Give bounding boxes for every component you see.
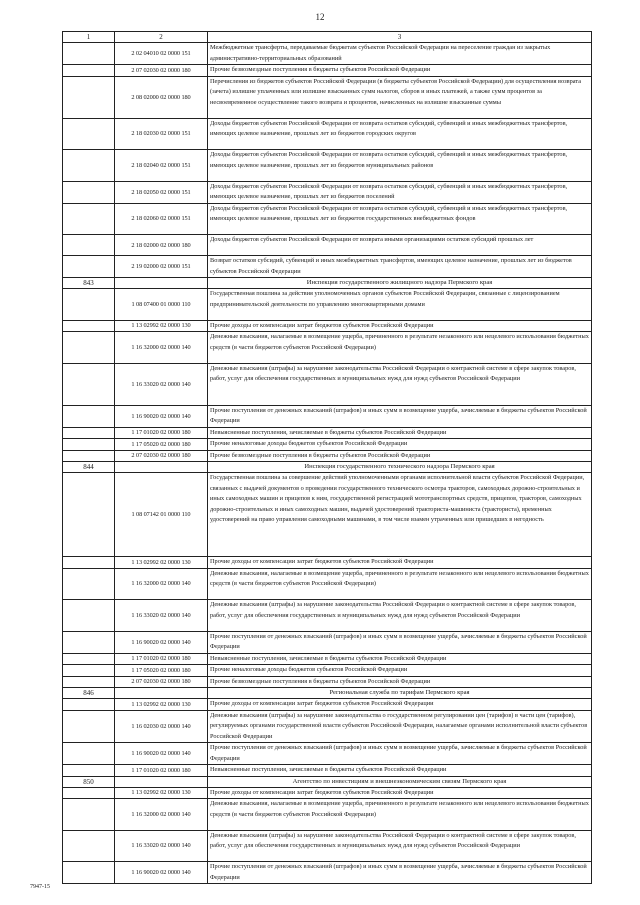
income-description: Перечисления из бюджетов субъектов Российской Федерации (в бюджеты субъектов Российской Федерации) для осуществления возврата (зачета) излишне уплаченных или излишне взысканных сумм налогов, сборов и иных платежей, а также сумм процентов за несвоевременное осуществление такого возврата и процентов, начисленных на излишне взысканные суммы (208, 76, 592, 118)
empty-cell (63, 320, 115, 332)
table-row (63, 600, 592, 632)
empty-cell (63, 676, 115, 688)
budget-code: 2 18 02030 02 0000 151 (115, 118, 208, 150)
table-row (63, 450, 592, 462)
empty-cell (63, 862, 115, 884)
income-description: Прочие неналоговые доходы бюджетов субъектов Российской Федерации (208, 439, 592, 451)
income-description: Прочие поступления от денежных взысканий (штрафов) и иных сумм в возмещение ущерба, зачисляемые в бюджеты субъектов Российской Федерации (208, 631, 592, 653)
empty-cell (63, 743, 115, 765)
empty-cell (63, 473, 115, 557)
empty-cell (63, 710, 115, 743)
empty-cell (63, 653, 115, 665)
empty-cell (63, 799, 115, 831)
empty-cell (115, 462, 208, 473)
budget-code: 1 17 05020 02 0000 180 (115, 439, 208, 451)
column-header-1: 1 (63, 32, 115, 43)
budget-code: 2 07 02030 02 0000 180 (115, 450, 208, 462)
table-row (63, 320, 592, 332)
table-row (63, 427, 592, 439)
table-row (63, 332, 592, 364)
empty-cell (63, 699, 115, 711)
table-row (63, 65, 592, 77)
table-row (63, 405, 592, 427)
empty-cell (63, 450, 115, 462)
budget-code: 1 17 01020 02 0000 180 (115, 427, 208, 439)
empty-cell (63, 787, 115, 799)
table-row (63, 181, 592, 203)
table-row (63, 557, 592, 569)
empty-cell (115, 776, 208, 787)
administrator-code: 850 (63, 776, 115, 787)
budget-code: 2 07 02030 02 0000 180 (115, 65, 208, 77)
table-row (63, 787, 592, 799)
empty-cell (63, 76, 115, 118)
budget-code: 1 08 07142 01 0000 110 (115, 473, 208, 557)
administrator-row (63, 278, 592, 289)
budget-code: 1 13 02992 02 0000 130 (115, 320, 208, 332)
income-description: Прочие безвозмездные поступления в бюджеты субъектов Российской Федерации (208, 65, 592, 77)
footer-code: 7947-15 (30, 884, 50, 890)
income-description: Прочие поступления от денежных взысканий (штрафов) и иных сумм в возмещение ущерба, зачисляемые в бюджеты субъектов Российской Федерации (208, 862, 592, 884)
column-header-row (63, 32, 592, 43)
budget-code: 2 18 02000 02 0000 180 (115, 235, 208, 256)
empty-cell (63, 665, 115, 677)
income-description: Денежные взыскания, налагаемые в возмещение ущерба, причиненного в результате незаконного или нецелевого использования бюджетных средств (в части бюджетов субъектов Российской Федерации) (208, 332, 592, 364)
table-row (63, 150, 592, 182)
budget-code: 1 16 32000 02 0000 140 (115, 799, 208, 831)
empty-cell (115, 688, 208, 699)
administrator-code: 843 (63, 278, 115, 289)
budget-code: 1 08 07400 01 0000 110 (115, 289, 208, 321)
budget-code: 1 16 90020 02 0000 140 (115, 743, 208, 765)
empty-cell (63, 181, 115, 203)
table-row (63, 203, 592, 235)
income-description: Государственная пошлина за совершение действий уполномоченными органами исполнительной власти субъектов Российской Федерации, связанных с выдачей документов о проведении государственного технического осмотра тракторов, самоходных дорожно-строительных и иных самоходных машин и прицепов к ним, государственной регистрацией мототранспортных средств, прицепов, тракторов, самоходных дорожно-строительных и иных самоходных машин, выдачей удостоверений тракториста-машиниста (тракториста), временных удостоверений на право управления самоходными машинами, в том числе взамен утраченных или пришедших в негодность (208, 473, 592, 557)
budget-code: 1 17 01020 02 0000 180 (115, 765, 208, 777)
table-row (63, 118, 592, 150)
empty-cell (63, 631, 115, 653)
empty-cell (63, 557, 115, 569)
budget-code: 1 17 01020 02 0000 180 (115, 653, 208, 665)
income-description: Прочие доходы от компенсации затрат бюджетов субъектов Российской Федерации (208, 787, 592, 799)
administrator-row (63, 462, 592, 473)
table-row (63, 568, 592, 600)
administrator-code: 846 (63, 688, 115, 699)
table-row (63, 363, 592, 405)
empty-cell (63, 43, 115, 65)
budget-code: 1 16 90020 02 0000 140 (115, 862, 208, 884)
budget-code: 1 16 33020 02 0000 140 (115, 363, 208, 405)
empty-cell (63, 235, 115, 256)
income-description: Доходы бюджетов субъектов Российской Федерации от возврата остатков субсидий, субвенций и иных межбюджетных трансфертов, имеющих целевое назначение, прошлых лет из бюджетов государственных внебюджетных фондов (208, 203, 592, 235)
empty-cell (63, 256, 115, 278)
table-row (63, 743, 592, 765)
table-row (63, 799, 592, 831)
administrator-row (63, 688, 592, 699)
budget-code: 1 16 32000 02 0000 140 (115, 568, 208, 600)
table-row (63, 473, 592, 557)
income-description: Невыясненные поступления, зачисляемые в бюджеты субъектов Российской Федерации (208, 427, 592, 439)
table-row (63, 235, 592, 256)
table-row (63, 765, 592, 777)
budget-code: 1 13 02992 02 0000 130 (115, 699, 208, 711)
administrator-name: Региональная служба по тарифам Пермского края (208, 688, 592, 699)
administrator-code: 844 (63, 462, 115, 473)
table-row (63, 862, 592, 884)
income-description: Прочие поступления от денежных взысканий (штрафов) и иных сумм в возмещение ущерба, зачисляемые в бюджеты субъектов Российской Федерации (208, 743, 592, 765)
table-row (63, 631, 592, 653)
income-description: Денежные взыскания, налагаемые в возмещение ущерба, причиненного в результате незаконного или нецелевого использования бюджетных средств (в части бюджетов субъектов Российской Федерации) (208, 799, 592, 831)
income-description: Прочие поступления от денежных взысканий (штрафов) и иных сумм в возмещение ущерба, зачисляемые в бюджеты субъектов Российской Федерации (208, 405, 592, 427)
table-row (63, 699, 592, 711)
income-description: Денежные взыскания (штрафы) за нарушение законодательства Российской Федерации о контрактной системе в сфере закупок товаров, работ, услуг для обеспечения государственных и муниципальных нужд для нужд субъектов Российской Федерации (208, 363, 592, 405)
table-row (63, 289, 592, 321)
income-description: Денежные взыскания (штрафы) за нарушение законодательства Российской Федерации о контрактной системе в сфере закупок товаров, работ, услуг для обеспечения государственных и муниципальных нужд для нужд субъектов Российской Федерации (208, 830, 592, 862)
income-description: Денежные взыскания, налагаемые в возмещение ущерба, причиненного в результате незаконного или нецелевого использования бюджетных средств (в части бюджетов субъектов Российской Федерации) (208, 568, 592, 600)
budget-code: 1 17 05020 02 0000 180 (115, 665, 208, 677)
administrator-row (63, 776, 592, 787)
empty-cell (63, 405, 115, 427)
income-description: Межбюджетные трансферты, передаваемые бюджетам субъектов Российской Федерации на переселение граждан из закрытых административно-территориальных образований (208, 43, 592, 65)
budget-classification-table (62, 31, 592, 884)
income-description: Возврат остатков субсидий, субвенций и иных межбюджетных трансфертов, имеющих целевое назначение, прошлых лет из бюджетов субъектов Российской Федерации (208, 256, 592, 278)
income-description: Невыясненные поступления, зачисляемые в бюджеты субъектов Российской Федерации (208, 765, 592, 777)
table-row (63, 439, 592, 451)
empty-cell (63, 363, 115, 405)
budget-code: 1 16 90020 02 0000 140 (115, 631, 208, 653)
table-row (63, 653, 592, 665)
income-description: Прочие доходы от компенсации затрат бюджетов субъектов Российской Федерации (208, 557, 592, 569)
income-description: Прочие безвозмездные поступления в бюджеты субъектов Российской Федерации (208, 676, 592, 688)
income-description: Доходы бюджетов субъектов Российской Федерации от возврата остатков субсидий, субвенций и иных межбюджетных трансфертов, имеющих целевое назначение, прошлых лет из бюджетов городских округов (208, 118, 592, 150)
table-row (63, 710, 592, 743)
empty-cell (63, 600, 115, 632)
budget-code: 1 16 02030 02 0000 140 (115, 710, 208, 743)
income-description: Доходы бюджетов субъектов Российской Федерации от возврата иными организациями остатков субсидий прошлых лет (208, 235, 592, 256)
table-body (63, 32, 592, 884)
column-header-2: 2 (115, 32, 208, 43)
empty-cell (63, 830, 115, 862)
table-row (63, 830, 592, 862)
budget-code: 2 07 02030 02 0000 180 (115, 676, 208, 688)
income-description: Прочие неналоговые доходы бюджетов субъектов Российской Федерации (208, 665, 592, 677)
income-description: Невыясненные поступления, зачисляемые в бюджеты субъектов Российской Федерации (208, 653, 592, 665)
column-header-3: 3 (208, 32, 592, 43)
income-description: Прочие доходы от компенсации затрат бюджетов субъектов Российской Федерации (208, 320, 592, 332)
empty-cell (63, 427, 115, 439)
table-row (63, 256, 592, 278)
administrator-name: Инспекция государственного технического надзора Пермского края (208, 462, 592, 473)
income-description: Доходы бюджетов субъектов Российской Федерации от возврата остатков субсидий, субвенций и иных межбюджетных трансфертов, имеющих целевое назначение, прошлых лет из бюджетов поселений (208, 181, 592, 203)
administrator-name: Инспекция государственного жилищного надзора Пермского края (208, 278, 592, 289)
budget-code: 1 16 33020 02 0000 140 (115, 830, 208, 862)
budget-code: 2 19 02000 02 0000 151 (115, 256, 208, 278)
income-description: Денежные взыскания (штрафы) за нарушение законодательства о государственном регулировании цен (тарифов) в части цен (тарифов), регулируемых органами государственной власти субъектов Российской Федерации, налагаемые органами исполнительной власти субъектов Российской Федерации (208, 710, 592, 743)
budget-code: 2 08 02000 02 0000 180 (115, 76, 208, 118)
empty-cell (63, 65, 115, 77)
empty-cell (63, 568, 115, 600)
empty-cell (63, 150, 115, 182)
table-row (63, 665, 592, 677)
income-description: Прочие безвозмездные поступления в бюджеты субъектов Российской Федерации (208, 450, 592, 462)
empty-cell (63, 765, 115, 777)
budget-code: 2 18 02050 02 0000 151 (115, 181, 208, 203)
budget-code: 1 16 32000 02 0000 140 (115, 332, 208, 364)
empty-cell (63, 118, 115, 150)
empty-cell (63, 203, 115, 235)
income-description: Прочие доходы от компенсации затрат бюджетов субъектов Российской Федерации (208, 699, 592, 711)
empty-cell (63, 439, 115, 451)
budget-code: 1 16 90020 02 0000 140 (115, 405, 208, 427)
income-description: Государственная пошлина за действия уполномоченных органов субъектов Российской Федерации, связанные с лицензированием предпринимательской деятельности по управлению многоквартирными домами (208, 289, 592, 321)
income-description: Доходы бюджетов субъектов Российской Федерации от возврата остатков субсидий, субвенций и иных межбюджетных трансфертов, имеющих целевое назначение, прошлых лет из бюджетов муниципальных районов (208, 150, 592, 182)
budget-code: 2 18 02040 02 0000 151 (115, 150, 208, 182)
table-row (63, 43, 592, 65)
table-row (63, 676, 592, 688)
administrator-name: Агентство по инвестициям и внешнеэкономическим связям Пермского края (208, 776, 592, 787)
empty-cell (63, 332, 115, 364)
page-number: 12 (315, 12, 325, 22)
budget-code: 1 16 33020 02 0000 140 (115, 600, 208, 632)
empty-cell (115, 278, 208, 289)
budget-code: 2 02 04010 02 0000 151 (115, 43, 208, 65)
table-row (63, 76, 592, 118)
budget-code: 1 13 02992 02 0000 130 (115, 557, 208, 569)
empty-cell (63, 289, 115, 321)
income-description: Денежные взыскания (штрафы) за нарушение законодательства Российской Федерации о контрактной системе в сфере закупок товаров, работ, услуг для обеспечения государственных и муниципальных нужд для нужд субъектов Российской Федерации (208, 600, 592, 632)
budget-code: 2 18 02060 02 0000 151 (115, 203, 208, 235)
budget-code: 1 13 02992 02 0000 130 (115, 787, 208, 799)
